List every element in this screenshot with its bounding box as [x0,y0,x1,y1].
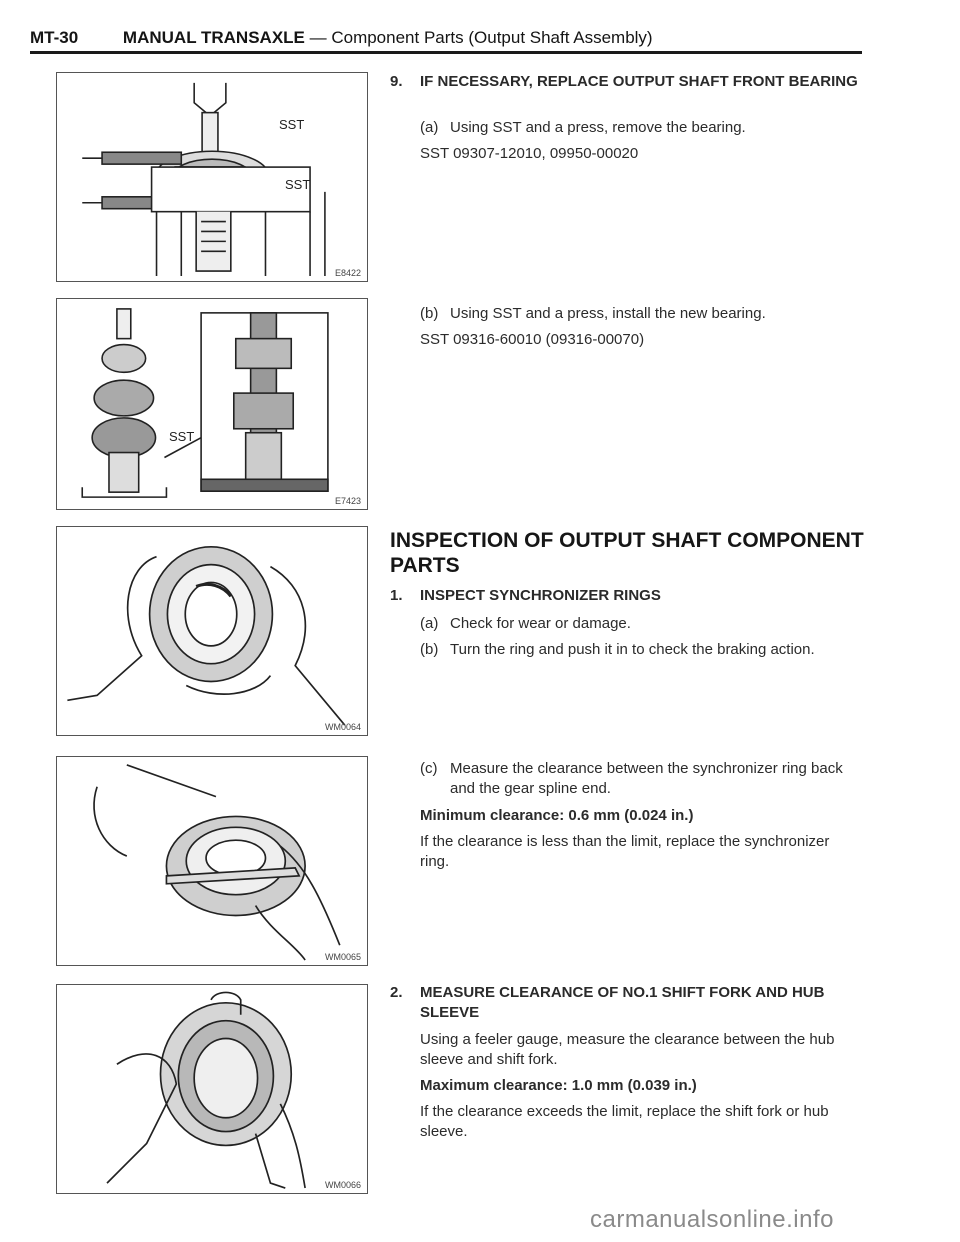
figure-bearing-install [56,298,368,510]
step-2 [390,983,870,1025]
step-2-text: Using a feeler gauge, measure the clearance between the hub sleeve and shift fork. [420,1031,835,1068]
step-number: 2. [390,984,403,1001]
figure-ring-clearance [56,756,368,966]
feeler-gauge-shift-fork-illustration-icon [57,985,367,1193]
step-9 [390,72,870,116]
sub-item-marker: (a) [420,615,439,632]
figure-synchronizer-ring-check [56,526,368,736]
figure-code: E7423 [334,496,361,506]
page-header [30,28,860,52]
page-title: MANUAL TRANSAXLE [122,28,305,47]
figure-label-sst: SST [285,177,311,192]
figure-label-sst: SST [169,429,195,444]
minimum-clearance-spec: Minimum clearance: 0.6 mm (0.024 in.) [420,807,694,824]
header-rule [30,51,862,54]
figure-code: WM0065 [324,952,361,962]
section-title: INSPECTION OF OUTPUT SHAFT COMPONENT PARTS [390,529,864,577]
sub-item-marker: (b) [420,641,439,658]
feeler-gauge-ring-clearance-illustration-icon [57,757,367,965]
step-1 [390,586,870,606]
figure-bearing-removal [56,72,368,282]
page-subtitle: — Component Parts (Output Shaft Assembly) [304,28,653,47]
figure-code: WM0064 [324,722,361,732]
step-number: 1. [390,587,403,604]
hands-turning-synchronizer-ring-illustration-icon [57,527,367,735]
sub-item-text: Using SST and a press, remove the bearing. [450,119,746,136]
step-1b [420,640,860,660]
sub-item-marker: (b) [420,305,439,322]
step-9a [420,118,860,138]
sub-item-marker: (c) [420,760,438,777]
sub-item-text: Check for wear or damage. [450,615,631,632]
sst-numbers: SST 09316-60010 (09316-00070) [420,331,645,348]
page-number: MT-30 [30,28,79,47]
step-number: 9. [390,73,403,90]
step-heading: INSPECT SYNCHRONIZER RINGS [420,587,661,604]
step-heading: MEASURE CLEARANCE OF NO.1 SHIFT FORK AND HUB SLEEVE [420,984,825,1021]
sub-item-marker: (a) [420,119,439,136]
step-heading: IF NECESSARY, REPLACE OUTPUT SHAFT FRONT BEARING [420,73,858,90]
figure-shift-fork-clearance [56,984,368,1194]
figure-code: E8422 [334,268,361,278]
bearing-removal-press-illustration-icon [57,73,367,281]
watermark: carmanualsonline.info [590,1206,834,1233]
sub-item-text: Using SST and a press, install the new bearing. [450,305,766,322]
sst-numbers: SST 09307-12010, 09950-00020 [420,145,639,162]
step-1-note: If the clearance is less than the limit, replace the synchronizer ring. [420,833,830,870]
maximum-clearance-spec: Maximum clearance: 1.0 mm (0.039 in.) [420,1077,697,1094]
figure-code: WM0066 [324,1180,361,1190]
figure-label-sst: SST [279,117,305,132]
step-2-note: If the clearance exceeds the limit, replace the shift fork or hub sleeve. [420,1103,829,1140]
bearing-install-press-illustration-icon [57,299,367,509]
sub-item-text: Turn the ring and push it in to check the braking action. [450,641,815,658]
step-1a [420,614,860,634]
step-9b [420,304,860,324]
step-1c [420,759,860,799]
sub-item-text: Measure the clearance between the synchronizer ring back and the gear spline end. [450,760,843,797]
